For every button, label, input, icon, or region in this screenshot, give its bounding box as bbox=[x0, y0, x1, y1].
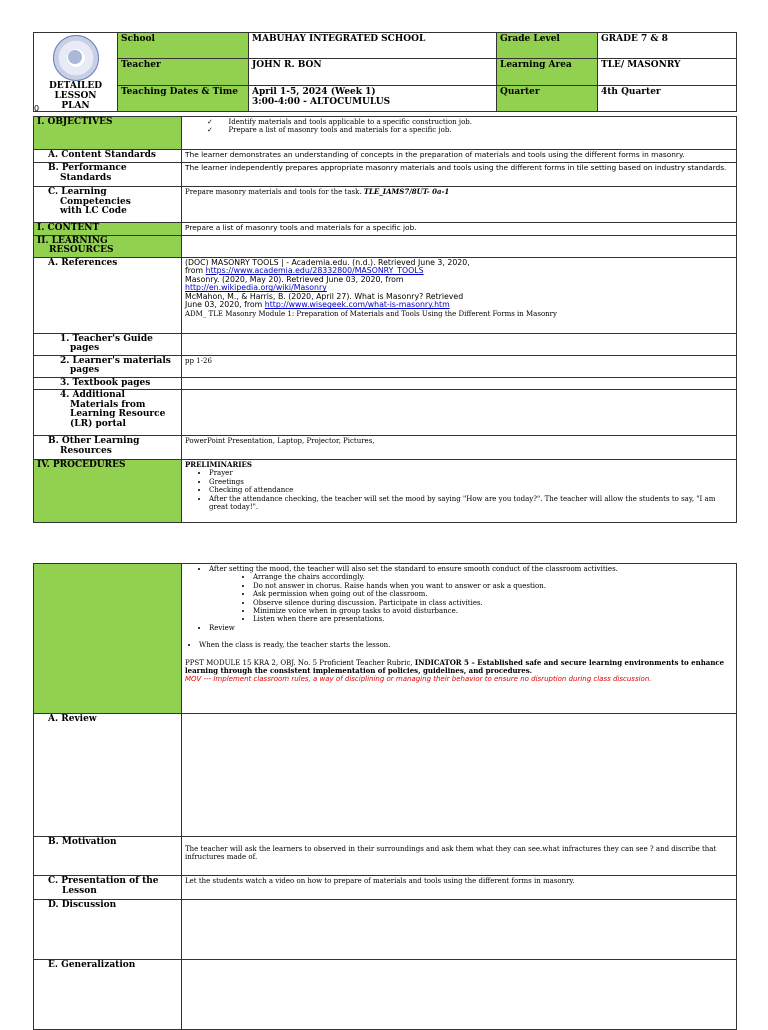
standard-intro: • After setting the mood, the teacher will also set the standard to ensure smooth conduct of the classroom activities. bbox=[209, 565, 733, 573]
standard-item: • Listen when there are presentations. bbox=[253, 615, 733, 623]
learners-value: pp 1-26 bbox=[182, 355, 737, 377]
header-table bbox=[33, 32, 737, 112]
dates-line-1: April 1-5, 2024 (Week 1) bbox=[252, 86, 376, 97]
content-standards-label: A. Content Standards bbox=[34, 150, 182, 163]
standard-item: • Observe silence during discussion. Participate in class activities. bbox=[253, 599, 733, 607]
motivation-label: B. Motivation bbox=[34, 837, 182, 876]
learners-label: 2. Learner's materials pages bbox=[34, 355, 182, 377]
generalization-label: E. Generalization bbox=[34, 960, 182, 1030]
objective-item: ✓ Identify materials and tools applicable to a specific construction job. bbox=[207, 118, 472, 126]
motivation-value: The teacher will ask the learners to observed in their surroundings and ask them what they can see.what infractures they can see ? and discribe that infructures made of. bbox=[182, 837, 737, 876]
textbook-value bbox=[182, 377, 737, 390]
teachers-guide-value bbox=[182, 333, 737, 355]
references-value: (DOC) MASONRY TOOLS | - Academia.edu. (n.d.). Retrieved June 3, 2020, from https://www.academia.edu/28332800/MASONRY_TOOLS Masonry. (2020, May 20). Retrieved June 03, 2020, from http://en.wikipedia.org/wiki/Masonry McMahon, M., & Harris, B. (2020, April 27). What is Masonry? Retrieved June 03, 2020, from http://www.wisegeek.com/what-is-masonry.htm ADM_ TLE Masonry Module 1: Preparation of Materials and Tools Using the Different Forms in Masonry bbox=[182, 257, 737, 333]
lesson-table-page-1 bbox=[33, 116, 737, 523]
logo-caption-2: LESSON bbox=[54, 91, 97, 101]
standard-item: • Do not answer in chorus. Raise hands when you want to answer or ask a question. bbox=[253, 582, 733, 590]
preliminary-item: • Greetings bbox=[209, 478, 733, 486]
dates-label: Teaching Dates & Time bbox=[118, 85, 249, 111]
lesson-table-page-2 bbox=[33, 563, 737, 1030]
standard-item: • Arrange the chairs accordingly. bbox=[253, 573, 733, 581]
standard-item: • Minimize voice when in group tasks to avoid disturbance. bbox=[253, 607, 733, 615]
standard-item: • Ask permission when going out of the classroom. bbox=[253, 590, 733, 598]
stray-mark: 0 bbox=[34, 104, 40, 113]
school-value: MABUHAY INTEGRATED SCHOOL bbox=[249, 33, 497, 59]
review-value bbox=[182, 714, 737, 837]
other-resources-label: B. Other Learning Resources bbox=[34, 436, 182, 460]
content-value: Prepare a list of masonry tools and materials for a specific job. bbox=[182, 223, 737, 236]
area-value: TLE/ MASONRY bbox=[598, 59, 737, 85]
logo-cell bbox=[34, 33, 118, 112]
presentation-label: C. Presentation of the Lesson bbox=[34, 876, 182, 900]
objective-item: ✓ Prepare a list of masonry tools and materials for a specific job. bbox=[207, 126, 452, 135]
generalization-value bbox=[182, 960, 737, 1030]
area-label: Learning Area bbox=[497, 59, 598, 85]
objectives-cell bbox=[182, 117, 737, 150]
ppst-indicator: PPST MODULE 15 KRA 2, OBJ. No. 5 Proficient Teacher Rubric, INDICATOR 5 – Established safe and secure learning environments to enhance learning through the consistent implementation of policies, guidelines, and procedures. bbox=[185, 657, 725, 676]
logo-caption-3: PLAN bbox=[61, 101, 90, 111]
discussion-label: D. Discussion bbox=[34, 900, 182, 960]
classroom-standards-cell bbox=[182, 564, 737, 714]
performance-label: B. Performance Standards bbox=[34, 163, 182, 187]
preliminary-item: • Prayer bbox=[209, 469, 733, 477]
quarter-label: Quarter bbox=[497, 85, 598, 111]
logo-caption-1: DETAILED bbox=[48, 81, 103, 91]
teacher-label: Teacher bbox=[118, 59, 249, 85]
other-resources-value: PowerPoint Presentation, Laptop, Projector, Pictures, bbox=[182, 436, 737, 460]
preliminary-item: • After the attendance checking, the teacher will set the mood by saying "How are you today?". The teacher will allow the students to say, "I am great today!". bbox=[209, 495, 733, 512]
procedures-continued-label bbox=[34, 564, 182, 714]
competencies-label: C. Learning Competencies with LC Code bbox=[34, 187, 182, 223]
resources-label: II. LEARNING RESOURCES bbox=[34, 235, 182, 257]
content-label: I. CONTENT bbox=[34, 223, 182, 236]
preliminary-item: • Checking of attendance bbox=[209, 486, 733, 494]
objectives-label: I. OBJECTIVES bbox=[34, 117, 182, 150]
academia-link[interactable]: https://www.academia.edu/28332800/MASONRY_TOOLS bbox=[205, 266, 424, 276]
deped-seal-icon bbox=[53, 35, 99, 81]
grade-label: Grade Level bbox=[497, 33, 598, 59]
preliminaries-title: PRELIMINARIES bbox=[185, 460, 252, 469]
dates-value bbox=[249, 85, 497, 111]
wikipedia-link[interactable]: http://en.wikipedia.org/wiki/Masonry bbox=[185, 283, 327, 293]
additional-value bbox=[182, 390, 737, 436]
discussion-value bbox=[182, 900, 737, 960]
competencies-value: Prepare masonry materials and tools for the task. TLE_IAMS7/8UT- 0a-1 bbox=[182, 187, 737, 223]
school-label: School bbox=[118, 33, 249, 59]
textbook-label: 3. Textbook pages bbox=[34, 377, 182, 390]
teachers-guide-label: 1. Teacher's Guide pages bbox=[34, 333, 182, 355]
additional-label: 4. Additional Materials from Learning Resource (LR) portal bbox=[34, 390, 182, 436]
references-label: A. References bbox=[34, 257, 182, 333]
quarter-value: 4th Quarter bbox=[598, 85, 737, 111]
resources-empty bbox=[182, 235, 737, 257]
presentation-value: Let the students watch a video on how to prepare of materials and tools using the different forms in masonry. bbox=[182, 876, 737, 900]
wisegeek-link[interactable]: http://www.wisegeek.com/what-is-masonry.htm bbox=[264, 300, 450, 310]
dates-line-2: 3:00-4:00 - ALTOCUMULUS bbox=[252, 96, 391, 107]
review-label: A. Review bbox=[34, 714, 182, 837]
ready-bullet: • When the class is ready, the teacher starts the lesson. bbox=[199, 641, 733, 649]
review-bullet: • Review bbox=[209, 624, 733, 632]
teacher-value: JOHN R. BON bbox=[249, 59, 497, 85]
procedures-label: IV. PROCEDURES bbox=[34, 460, 182, 523]
mov-note: MOV --- Implement classroom rules, a way of disciplining or managing their behavior to ensure no disruption during class discussion. bbox=[185, 675, 652, 684]
grade-value: GRADE 7 & 8 bbox=[598, 33, 737, 59]
performance-value: The learner independently prepares appropriate masonry materials and tools using the different forms in tile setting based on industry standards. bbox=[182, 163, 737, 187]
content-standards-value: The learner demonstrates an understanding of concepts in the preparation of materials and tools using the different forms in masonry. bbox=[182, 150, 737, 163]
preliminaries-cell bbox=[182, 460, 737, 523]
